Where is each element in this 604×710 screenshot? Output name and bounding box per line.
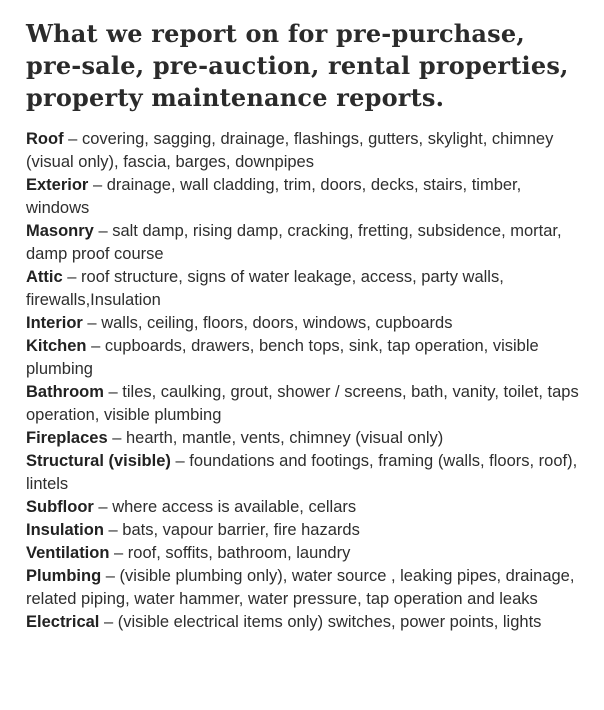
list-item-structural	[26, 450, 586, 496]
item-label: Attic	[26, 268, 63, 286]
list-item-insulation	[26, 519, 586, 542]
item-separator: –	[103, 521, 123, 539]
item-label: Roof	[26, 130, 64, 148]
item-label: Electrical	[26, 613, 100, 631]
report-items-list	[26, 128, 586, 634]
list-item-masonry	[26, 220, 586, 266]
item-label: Exterior	[26, 176, 89, 194]
list-item-roof	[26, 128, 586, 174]
item-separator: –	[109, 544, 128, 562]
item-separator: –	[93, 222, 113, 240]
page-title: What we report on for pre-purchase, pre-sale, pre-auction, rental properties, property maintenance reports.	[26, 19, 569, 112]
item-separator: –	[88, 176, 107, 194]
item-description: bats, vapour barrier, fire hazards	[122, 521, 360, 539]
item-description: drainage, wall cladding, trim, doors, decks, stairs, timber, windows	[26, 176, 522, 217]
item-description: foundations and footings, framing (walls, floors, roof), lintels	[26, 452, 578, 493]
item-separator: –	[99, 613, 118, 631]
item-label: Bathroom	[26, 383, 104, 401]
item-label: Masonry	[26, 222, 94, 240]
item-description: (visible plumbing only), water source , leaking pipes, drainage, related piping, water hammer, water pressure, tap operation and leaks	[26, 567, 575, 608]
item-description: tiles, caulking, grout, shower / screens, bath, vanity, toilet, taps operation, visible plumbing	[26, 383, 579, 424]
item-separator: –	[86, 337, 105, 355]
item-description: walls, ceiling, floors, doors, windows, cupboards	[101, 314, 453, 332]
list-item-electrical	[26, 611, 586, 634]
report-scope-section	[26, 18, 586, 634]
list-item-interior	[26, 312, 586, 335]
item-label: Plumbing	[26, 567, 102, 585]
item-description: roof structure, signs of water leakage, access, party walls, firewalls,Insulation	[26, 268, 504, 309]
item-separator: –	[103, 383, 123, 401]
item-description: roof, soffits, bathroom, laundry	[127, 544, 351, 562]
item-description: salt damp, rising damp, cracking, fretting, subsidence, mortar, damp proof course	[26, 222, 562, 263]
list-item-fireplaces	[26, 427, 586, 450]
item-description: hearth, mantle, vents, chimney (visual only)	[126, 429, 444, 447]
item-separator: –	[93, 498, 113, 516]
list-item-attic	[26, 266, 586, 312]
list-item-kitchen	[26, 335, 586, 381]
list-item-bathroom	[26, 381, 586, 427]
item-label: Ventilation	[26, 544, 110, 562]
list-item-subfloor	[26, 496, 586, 519]
item-label: Structural (visible)	[26, 452, 171, 470]
item-separator: –	[82, 314, 102, 332]
item-separator: –	[63, 130, 82, 148]
item-label: Fireplaces	[26, 429, 108, 447]
item-description: covering, sagging, drainage, flashings, gutters, skylight, chimney (visual only), fascia, barges, downpipes	[26, 130, 554, 171]
item-separator: –	[62, 268, 82, 286]
item-label: Insulation	[26, 521, 104, 539]
item-description: (visible electrical items only) switches, power points, lights	[117, 613, 542, 631]
item-label: Interior	[26, 314, 83, 332]
item-separator: –	[101, 567, 120, 585]
item-description: cupboards, drawers, bench tops, sink, tap operation, visible plumbing	[26, 337, 539, 378]
list-item-ventilation	[26, 542, 586, 565]
item-description: where access is available, cellars	[112, 498, 357, 516]
item-separator: –	[170, 452, 190, 470]
list-item-exterior	[26, 174, 586, 220]
item-separator: –	[107, 429, 126, 447]
list-item-plumbing	[26, 565, 586, 611]
item-label: Subfloor	[26, 498, 94, 516]
item-label: Kitchen	[26, 337, 87, 355]
